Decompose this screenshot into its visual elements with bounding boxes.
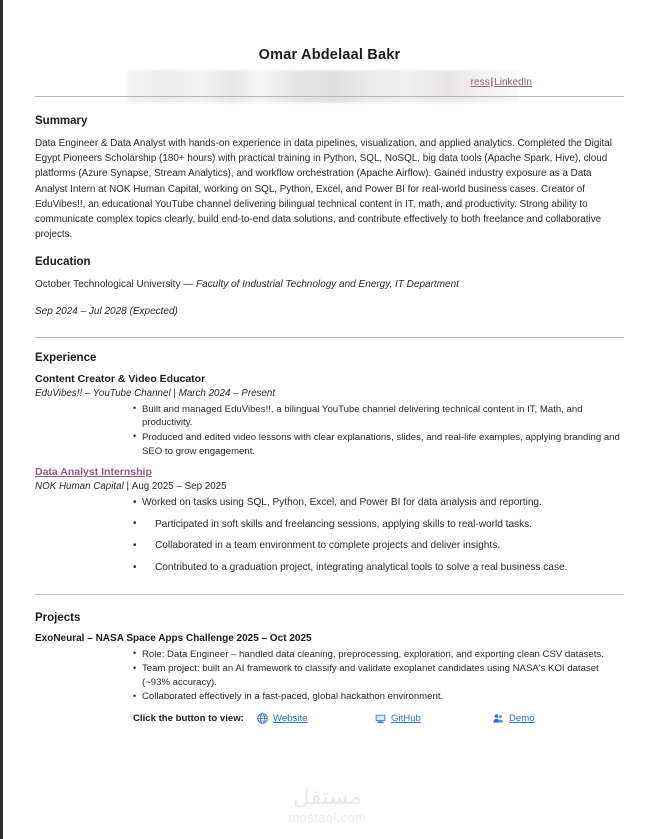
- list-item: • Participated in soft skills and freelancing sessions, applying skills to real-world tasks.: [133, 518, 624, 533]
- list-item: • Contributed to a graduation project, integrating analytical tools to solve a real business case.: [133, 561, 624, 576]
- job-org: NOK Human Capital: [35, 481, 124, 493]
- project-links-label: Click the button to view:: [133, 713, 244, 725]
- contact-separator: |: [490, 77, 494, 89]
- job-meta: [35, 388, 624, 399]
- job-bullets: [35, 403, 624, 458]
- education-heading: Education: [35, 255, 91, 268]
- project-title: ExoNeural – NASA Space Apps Challenge 2025 – Oct 2025: [35, 632, 312, 644]
- list-item: • Produced and edited video lessons with clear explanations, slides, and real-life examples, applying branding and SEO to grow engagement.: [133, 431, 624, 458]
- education-dates: Sep 2024 – Jul 2028 (Expected): [35, 305, 178, 317]
- job-dates: Aug 2025 – Sep 2025: [131, 481, 227, 493]
- project-link-label: Website: [273, 713, 308, 725]
- education-institution-row: [35, 277, 624, 292]
- project-links-row: [35, 713, 624, 724]
- project-link-label: Demo: [509, 713, 535, 725]
- job-title-link[interactable]: Data Analyst Internship: [35, 466, 152, 479]
- section-divider-education: [35, 337, 624, 338]
- project-link-label: GitHub: [391, 713, 421, 725]
- job-meta: [35, 481, 624, 492]
- redacted-contact-overlay: [127, 70, 519, 103]
- watermark-latin: mostaql.com: [288, 811, 367, 825]
- summary-text: Data Engineer & Data Analyst with hands-on experience in data pipelines, visualization, and applied analytics. Completed the Digital Egypt Pioneers Scholarship (180+ hours) with practical training in Python, SQL, NoSQL, big data tools (Apache Spark, Hive), cloud platforms (Azure Synapse, Stream Analytics), and workflow orchestration (Apache Airflow). Gained industry exposure as a Data Analyst Intern at NOK Human Capital, working on SQL, Python, Excel, and Power BI for real-world business cases. Creator of EduVibes!!, an educational YouTube channel delivering bilingual technical content in IT, math, and productivity. Strong ability to communicate complex topics clearly, build end-to-end data solutions, and contribute effectively to both freelance and collaborative projects.: [35, 138, 612, 240]
- page-title: Omar Abdelaal Bakr: [258, 47, 401, 63]
- list-item: • Role: Data Engineer – handled data cleaning, preprocessing, exploration, and exporting clean CSV datasets.: [133, 648, 624, 662]
- education-institution: October Technological University: [35, 278, 181, 290]
- job-dates: March 2024 – Present: [178, 387, 276, 399]
- globe-icon: [257, 713, 268, 724]
- list-item: • Built and managed EduVibes!!, a bilingual YouTube channel delivering technical content in IT, Math, and productivity.: [133, 403, 624, 430]
- contact-links: [471, 77, 532, 88]
- projects-heading: Projects: [35, 611, 81, 624]
- email-link-tail[interactable]: ress: [470, 77, 490, 89]
- experience-item: [35, 373, 624, 458]
- project-bullets: [35, 648, 624, 704]
- header-divider: [35, 96, 624, 97]
- job-pipe: |: [173, 387, 176, 399]
- job-org: EduVibes!! – YouTube Channel: [35, 387, 171, 399]
- experience-heading: Experience: [35, 351, 97, 364]
- watermark: [3, 785, 652, 825]
- project-link-demo[interactable]: [493, 713, 611, 724]
- resume-document: [3, 0, 652, 724]
- experience-item: [35, 466, 624, 576]
- section-divider-experience: [35, 594, 624, 595]
- job-bullets: [35, 496, 624, 576]
- monitor-icon: [375, 713, 386, 724]
- project-link-github[interactable]: [375, 713, 493, 724]
- list-item: • Worked on tasks using SQL, Python, Excel, and Power BI for data analysis and reporting.: [133, 496, 624, 511]
- education-faculty: Faculty of Industrial Technology and Energy, IT Department: [196, 278, 459, 290]
- list-item: • Team project: built an AI framework to classify and validate exoplanet candidates using NASA's KOI dataset (~93% accuracy).: [133, 662, 624, 689]
- watermark-arabic: مستقل: [293, 783, 362, 809]
- list-item: • Collaborated in a team environment to complete projects and deliver insights.: [133, 539, 624, 554]
- people-icon: [493, 713, 504, 724]
- job-pipe: |: [126, 481, 130, 493]
- education-dash: —: [183, 278, 194, 290]
- job-title: Content Creator & Video Educator: [35, 372, 206, 385]
- summary-heading: Summary: [35, 115, 88, 128]
- linkedin-link[interactable]: LinkedIn: [494, 77, 532, 89]
- list-item: • Collaborated effectively in a fast-paced, global hackathon environment.: [133, 690, 624, 704]
- project-link-website[interactable]: [257, 713, 375, 724]
